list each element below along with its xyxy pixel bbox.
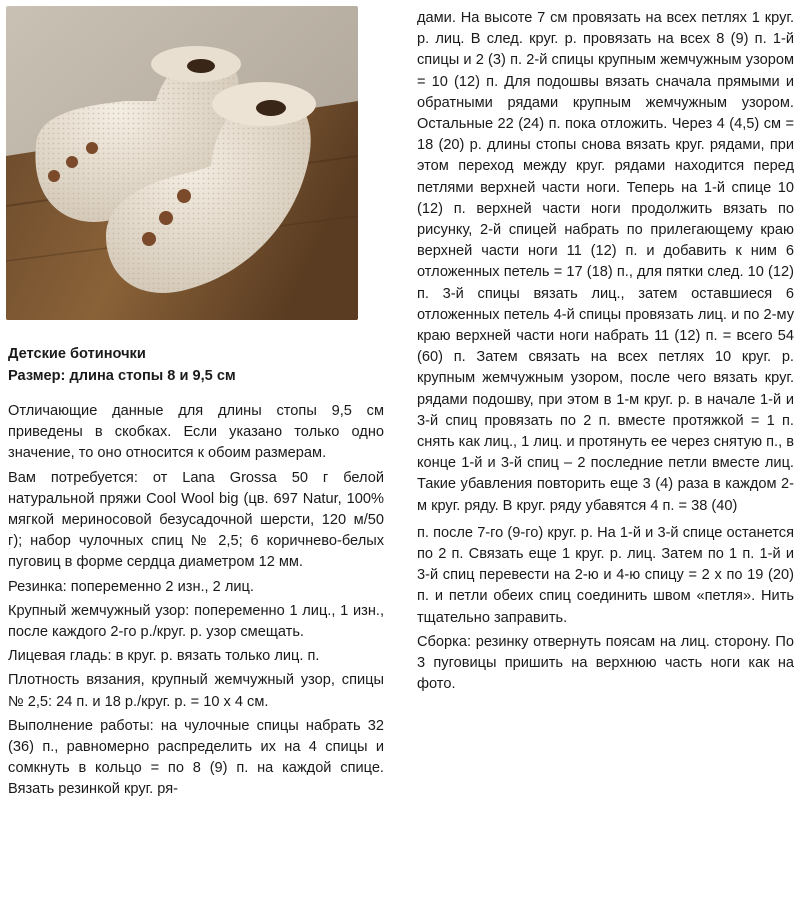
right-column — [417, 8, 794, 699]
paragraph-pearl-stitch: Крупный жемчужный узор: попеременно 1 лиц., 1 изн., после каждого 2-го р./круг. р. узор смещать. — [8, 602, 384, 641]
paragraph-gauge: Плотность вязания, крупный жемчужный узор, спицы № 2,5: 24 п. и 18 р./круг. р. = 10 х 4 см. — [8, 672, 384, 710]
baby-booties-photo — [6, 6, 358, 320]
paragraph-assembly: Сборка: резинку отвернуть поясам на лиц. сторону. По 3 пуговицы пришить на верхнюю часть ноги как на фото. — [417, 633, 794, 693]
paragraph-work-finish: п. после 7-го (9-го) круг. р. На 1-й и 3-й спице останется по 2 п. Связать еще 1 круг. р. лиц. Затем по 1 п. 1-й и 3-й спиц перевести на 2-ю и 4-ю спицу = 2 х по 19 (20) п. и петли обеих спиц соединить швом «петля». Нить тщательно заправить. — [417, 524, 794, 626]
pattern-size: Размер: длина стопы 8 и 9,5 см — [8, 368, 236, 384]
paragraph-work-start: Выполнение работы: на чулочные спицы набрать 32 (36) п., равномерно распределить их на 4 спицы и сомкнуть в кольцо = по 8 (9) п. на каждой спице. Вязать резинкой круг. ря- — [8, 717, 384, 798]
paragraph-materials: Вам потребуется: от Lana Grossa 50 г белой натуральной пряжи Cool Wool big (цв. 697 Natur, 100% мягкой мериносовой безусадочной шерсти, 120 м/50 г); набор чулочных спиц № 2,5; 6 коричнево-белых пуговиц в форме сердца диаметром 12 мм. — [8, 469, 384, 571]
paragraph-size-note: Отличающие данные для длины стопы 9,5 см приведены в скобках. Если указано только одно значение, то оно относится к обоим размерам. — [8, 403, 384, 462]
paragraph-rib: Резинка: попеременно 2 изн., 2 лиц. — [8, 578, 254, 595]
booties-illustration — [6, 6, 358, 320]
pattern-title: Детские ботиночки — [8, 346, 146, 362]
paragraph-stockinette: Лицевая гладь: в круг. р. вязать только лиц. п. — [8, 648, 320, 665]
left-column — [8, 343, 384, 804]
pattern-heading — [8, 343, 384, 387]
paragraph-work-continued: дами. На высоте 7 см провязать на всех петлях 1 круг. р. лиц. В след. круг. р. провязать на всех 8 (9) п. 1-й спицы и 2 (3) п. 2-й спицы крупным жемчужным узором = 10 (12) п. Для подошвы вязать сначала прямыми и обратными рядами крупным жемчужным узором. Остальные 22 (24) п. пока отложить. Через 4 (4,5) см = 18 (20) р. длины стопы снова вязать круг. рядами, при этом переход между круг. рядами находится перед петлями верхней части ноги. Теперь на 1-й спице 10 (12) п. верхней части ноги продолжить вязать по рисунку, 2-й спицей набрать по прилегающему краю верхней части ноги 11 (12) п. и добавить к ним 6 отложенных петель = 17 (18) п., для пятки след. 10 (12) п. 3-й спицы вязать лиц., затем оставшиеся 6 отложенных петель 4-й спицы провязать лиц. и по 2-му краю верхней части ноги набрать 11 (12) п. = всего 54 (60) п. Затем связать на всех петлях 10 круг. р. крупным жемчужным узором, после чего вязать круг. рядами подошву, при этом в 1-м круг. р. в начале 1-й и 3-й спиц провязать по 2 п. вместе протяжкой = 1 п. снять как лиц., 1 лиц. и протянуть ее через снятую п., в конце 1-й и 3-й спиц – 2 последние петли вместе лиц. Такие убавления повторить еще 3 (4) раза в каждом 2-м круг. ряду. В круг. ряду убавятся 4 п. = 38 (40) — [417, 10, 794, 514]
